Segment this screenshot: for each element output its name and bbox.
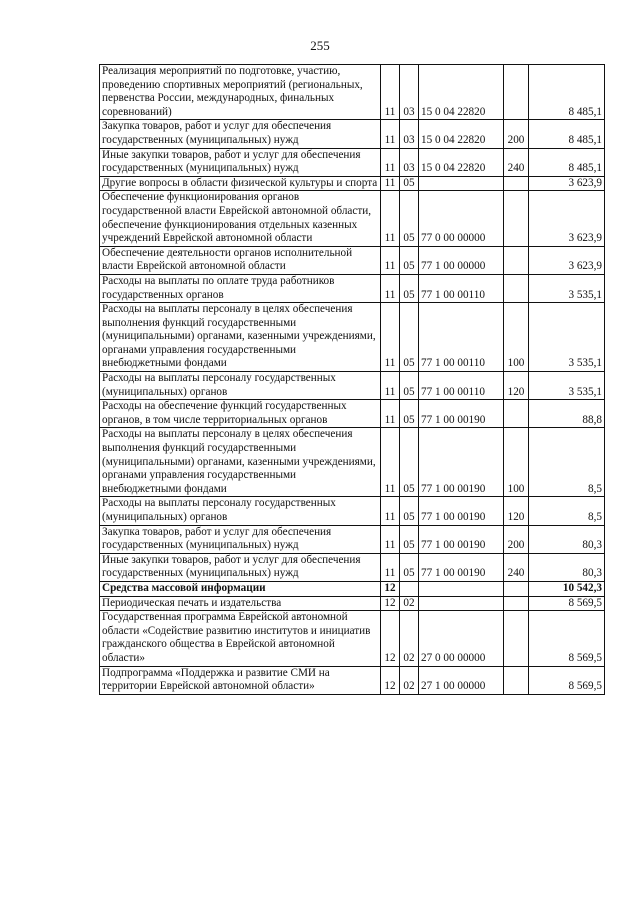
row-target-article: 15 0 04 22820 xyxy=(419,65,504,120)
row-expense-type xyxy=(504,581,529,596)
row-expense-type xyxy=(504,191,529,246)
row-expense-type xyxy=(504,246,529,274)
row-subsection: 02 xyxy=(400,596,419,611)
row-amount: 8 569,5 xyxy=(529,611,605,666)
row-amount: 3 535,1 xyxy=(529,274,605,302)
row-amount: 3 623,9 xyxy=(529,176,605,191)
table-row xyxy=(100,176,605,191)
table-row xyxy=(100,400,605,428)
row-section: 11 xyxy=(381,497,400,525)
row-amount: 8 569,5 xyxy=(529,596,605,611)
row-amount: 8,5 xyxy=(529,497,605,525)
row-subsection: 03 xyxy=(400,120,419,148)
row-amount: 3 535,1 xyxy=(529,303,605,372)
row-target-article: 77 1 00 00110 xyxy=(419,303,504,372)
table-row xyxy=(100,303,605,372)
row-expense-type: 240 xyxy=(504,553,529,581)
row-expense-type: 100 xyxy=(504,303,529,372)
row-expense-type: 120 xyxy=(504,497,529,525)
row-subsection: 05 xyxy=(400,303,419,372)
row-subsection: 05 xyxy=(400,191,419,246)
row-section: 11 xyxy=(381,525,400,553)
row-name: Расходы на выплаты персоналу государственных (муниципальных) органов xyxy=(100,497,381,525)
row-section: 11 xyxy=(381,303,400,372)
row-subsection: 05 xyxy=(400,274,419,302)
row-subsection: 05 xyxy=(400,428,419,497)
row-section: 11 xyxy=(381,120,400,148)
budget-table-body xyxy=(100,65,605,695)
row-section: 11 xyxy=(381,400,400,428)
row-name: Обеспечение деятельности органов исполнительной власти Еврейской автономной области xyxy=(100,246,381,274)
row-subsection: 05 xyxy=(400,372,419,400)
row-target-article: 15 0 04 22820 xyxy=(419,120,504,148)
table-row-section-total xyxy=(100,581,605,596)
row-target-article: 27 1 00 00000 xyxy=(419,666,504,694)
row-name: Обеспечение функционирования органов государственной власти Еврейской автономной области, обеспечение функционирования отдельных казенных учреждений Еврейской автономной области xyxy=(100,191,381,246)
row-name: Расходы на выплаты персоналу в целях обеспечения выполнения функций государственными (муниципальными) органами, казенными учреждениями, органами управления государственными внебюджетными фондами xyxy=(100,303,381,372)
row-name: Расходы на выплаты персоналу государственных (муниципальных) органов xyxy=(100,372,381,400)
page-number: 255 xyxy=(310,38,330,53)
row-name: Расходы на выплаты персоналу в целях обеспечения выполнения функций государственными (муниципальными) органами, казенными учреждениями, органами управления государственными внебюджетными фондами xyxy=(100,428,381,497)
row-target-article: 77 1 00 00190 xyxy=(419,525,504,553)
row-target-article xyxy=(419,581,504,596)
row-expense-type: 120 xyxy=(504,372,529,400)
row-name: Закупка товаров, работ и услуг для обеспечения государственных (муниципальных) нужд xyxy=(100,525,381,553)
row-amount: 80,3 xyxy=(529,525,605,553)
row-name: Подпрограмма «Поддержка и развитие СМИ на территории Еврейской автономной области» xyxy=(100,666,381,694)
table-row xyxy=(100,666,605,694)
row-expense-type xyxy=(504,596,529,611)
budget-table xyxy=(99,64,605,695)
row-name: Закупка товаров, работ и услуг для обеспечения государственных (муниципальных) нужд xyxy=(100,120,381,148)
row-section: 12 xyxy=(381,611,400,666)
row-expense-type xyxy=(504,400,529,428)
table-row xyxy=(100,611,605,666)
table-row xyxy=(100,553,605,581)
table-row xyxy=(100,372,605,400)
row-name: Государственная программа Еврейской автономной области «Содействие развитию институтов и инициатив гражданского общества в Еврейской автономной области» xyxy=(100,611,381,666)
row-section: 12 xyxy=(381,596,400,611)
row-name: Расходы на выплаты по оплате труда работников государственных органов xyxy=(100,274,381,302)
table-row xyxy=(100,525,605,553)
row-subsection xyxy=(400,581,419,596)
row-amount: 80,3 xyxy=(529,553,605,581)
row-name: Периодическая печать и издательства xyxy=(100,596,381,611)
row-expense-type xyxy=(504,65,529,120)
row-section: 11 xyxy=(381,148,400,176)
row-target-article: 15 0 04 22820 xyxy=(419,148,504,176)
row-amount: 88,8 xyxy=(529,400,605,428)
row-subsection: 05 xyxy=(400,525,419,553)
row-subsection: 05 xyxy=(400,400,419,428)
table-row xyxy=(100,246,605,274)
table-row xyxy=(100,120,605,148)
row-name: Реализация мероприятий по подготовке, участию, проведению спортивных мероприятий (региональных, первенства России, международных, финальных соревнований) xyxy=(100,65,381,120)
table-row xyxy=(100,148,605,176)
row-amount: 8,5 xyxy=(529,428,605,497)
table-row xyxy=(100,497,605,525)
row-expense-type: 240 xyxy=(504,148,529,176)
row-target-article: 77 1 00 00190 xyxy=(419,428,504,497)
table-row xyxy=(100,65,605,120)
row-subsection: 05 xyxy=(400,497,419,525)
row-target-article xyxy=(419,596,504,611)
row-section: 11 xyxy=(381,428,400,497)
row-name: Средства массовой информации xyxy=(100,581,381,596)
row-amount: 3 623,9 xyxy=(529,246,605,274)
row-expense-type: 200 xyxy=(504,120,529,148)
row-target-article: 77 1 00 00190 xyxy=(419,553,504,581)
row-target-article: 77 1 00 00000 xyxy=(419,246,504,274)
table-row xyxy=(100,191,605,246)
table-row xyxy=(100,596,605,611)
row-name: Расходы на обеспечение функций государственных органов, в том числе территориальных органов xyxy=(100,400,381,428)
row-subsection: 05 xyxy=(400,246,419,274)
row-subsection: 02 xyxy=(400,611,419,666)
row-amount: 8 485,1 xyxy=(529,120,605,148)
row-target-article: 77 1 00 00110 xyxy=(419,372,504,400)
row-expense-type xyxy=(504,611,529,666)
row-section: 12 xyxy=(381,581,400,596)
row-target-article: 27 0 00 00000 xyxy=(419,611,504,666)
row-expense-type xyxy=(504,666,529,694)
row-name: Другие вопросы в области физической культуры и спорта xyxy=(100,176,381,191)
row-name: Иные закупки товаров, работ и услуг для обеспечения государственных (муниципальных) нужд xyxy=(100,148,381,176)
row-amount: 3 623,9 xyxy=(529,191,605,246)
row-subsection: 03 xyxy=(400,148,419,176)
row-amount: 8 569,5 xyxy=(529,666,605,694)
row-section: 12 xyxy=(381,666,400,694)
row-subsection: 03 xyxy=(400,65,419,120)
row-subsection: 02 xyxy=(400,666,419,694)
row-section: 11 xyxy=(381,65,400,120)
row-subsection: 05 xyxy=(400,553,419,581)
row-section: 11 xyxy=(381,553,400,581)
row-section: 11 xyxy=(381,372,400,400)
row-target-article: 77 0 00 00000 xyxy=(419,191,504,246)
row-amount: 3 535,1 xyxy=(529,372,605,400)
row-expense-type xyxy=(504,274,529,302)
table-row xyxy=(100,428,605,497)
row-amount: 8 485,1 xyxy=(529,148,605,176)
row-target-article: 77 1 00 00110 xyxy=(419,274,504,302)
row-section: 11 xyxy=(381,274,400,302)
row-name: Иные закупки товаров, работ и услуг для обеспечения государственных (муниципальных) нужд xyxy=(100,553,381,581)
row-subsection: 05 xyxy=(400,176,419,191)
row-amount: 8 485,1 xyxy=(529,65,605,120)
row-expense-type: 200 xyxy=(504,525,529,553)
row-expense-type: 100 xyxy=(504,428,529,497)
table-row xyxy=(100,274,605,302)
row-target-article xyxy=(419,176,504,191)
row-target-article: 77 1 00 00190 xyxy=(419,497,504,525)
row-amount: 10 542,3 xyxy=(529,581,605,596)
row-expense-type xyxy=(504,176,529,191)
row-section: 11 xyxy=(381,246,400,274)
row-target-article: 77 1 00 00190 xyxy=(419,400,504,428)
row-section: 11 xyxy=(381,176,400,191)
row-section: 11 xyxy=(381,191,400,246)
